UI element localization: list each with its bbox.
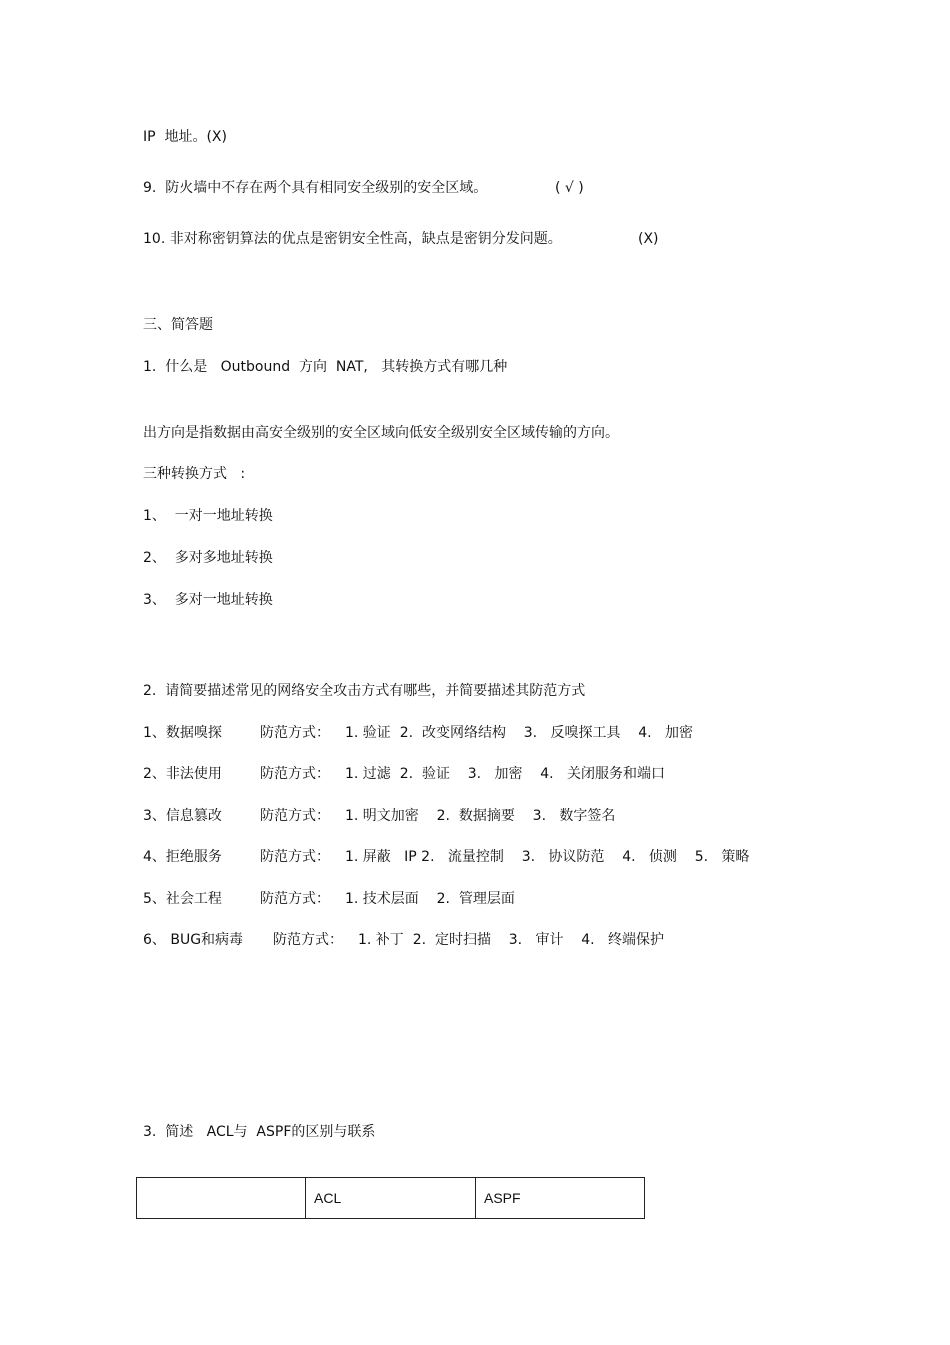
list-item: 1、 一对一地址转换	[143, 508, 273, 524]
attack-name: 5、社会工程	[143, 891, 222, 907]
acl-aspf-table	[136, 1177, 645, 1219]
tf-item-10: 10. 非对称密钥算法的优点是密钥安全性高，缺点是密钥分发问题。	[143, 231, 562, 247]
tf-item-10-answer: (X)	[638, 231, 659, 247]
answer-1-definition: 出方向是指数据由高安全级别的安全区域向低安全级别安全区域传输的方向。	[143, 425, 619, 441]
defense-label: 防范方式：	[260, 808, 330, 824]
defense-methods: 1. 技术层面 2. 管理层面	[345, 891, 515, 907]
table-header-cell	[137, 1178, 306, 1219]
question-3: 3. 简述 ACL与 ASPF的区别与联系	[143, 1124, 376, 1140]
attack-name: 1、数据嗅探	[143, 725, 222, 741]
table-header-cell: ASPF	[476, 1178, 645, 1219]
table-row	[137, 1178, 645, 1219]
defense-methods: 1. 补丁 2. 定时扫描 3. 审计 4. 终端保护	[358, 932, 664, 948]
defense-label: 防范方式：	[273, 932, 343, 948]
tf-item-9-answer: ( √ )	[555, 180, 584, 196]
attack-name: 2、非法使用	[143, 766, 222, 782]
section-heading: 三、简答题	[143, 317, 213, 333]
attack-name: 3、信息篡改	[143, 808, 222, 824]
table-header-cell: ACL	[306, 1178, 476, 1219]
defense-methods: 1. 过滤 2. 验证 3. 加密 4. 关闭服务和端口	[345, 766, 665, 782]
list-item: 2、 多对多地址转换	[143, 550, 273, 566]
attack-name: 4、拒绝服务	[143, 849, 222, 865]
defense-label: 防范方式：	[260, 849, 330, 865]
defense-label: 防范方式：	[260, 725, 330, 741]
defense-methods: 1. 明文加密 2. 数据摘要 3. 数字签名	[345, 808, 616, 824]
defense-methods: 1. 验证 2. 改变网络结构 3. 反嗅探工具 4. 加密	[345, 725, 693, 741]
defense-label: 防范方式：	[260, 891, 330, 907]
question-2: 2. 请简要描述常见的网络安全攻击方式有哪些，并简要描述其防范方式	[143, 683, 586, 699]
defense-methods: 1. 屏蔽 IP 2. 流量控制 3. 协议防范 4. 侦测 5. 策略	[345, 849, 750, 865]
list-item: 3、 多对一地址转换	[143, 592, 273, 608]
defense-label: 防范方式：	[260, 766, 330, 782]
question-1: 1. 什么是 Outbound 方向 NAT, 其转换方式有哪几种	[143, 359, 508, 375]
attack-name: 6、 BUG和病毒	[143, 932, 244, 948]
answer-1-intro: 三种转换方式 :	[143, 466, 246, 482]
tf-continuation-line: IP 地址。(X)	[143, 129, 227, 145]
tf-item-9: 9. 防火墙中不存在两个具有相同安全级别的安全区域。	[143, 180, 488, 196]
